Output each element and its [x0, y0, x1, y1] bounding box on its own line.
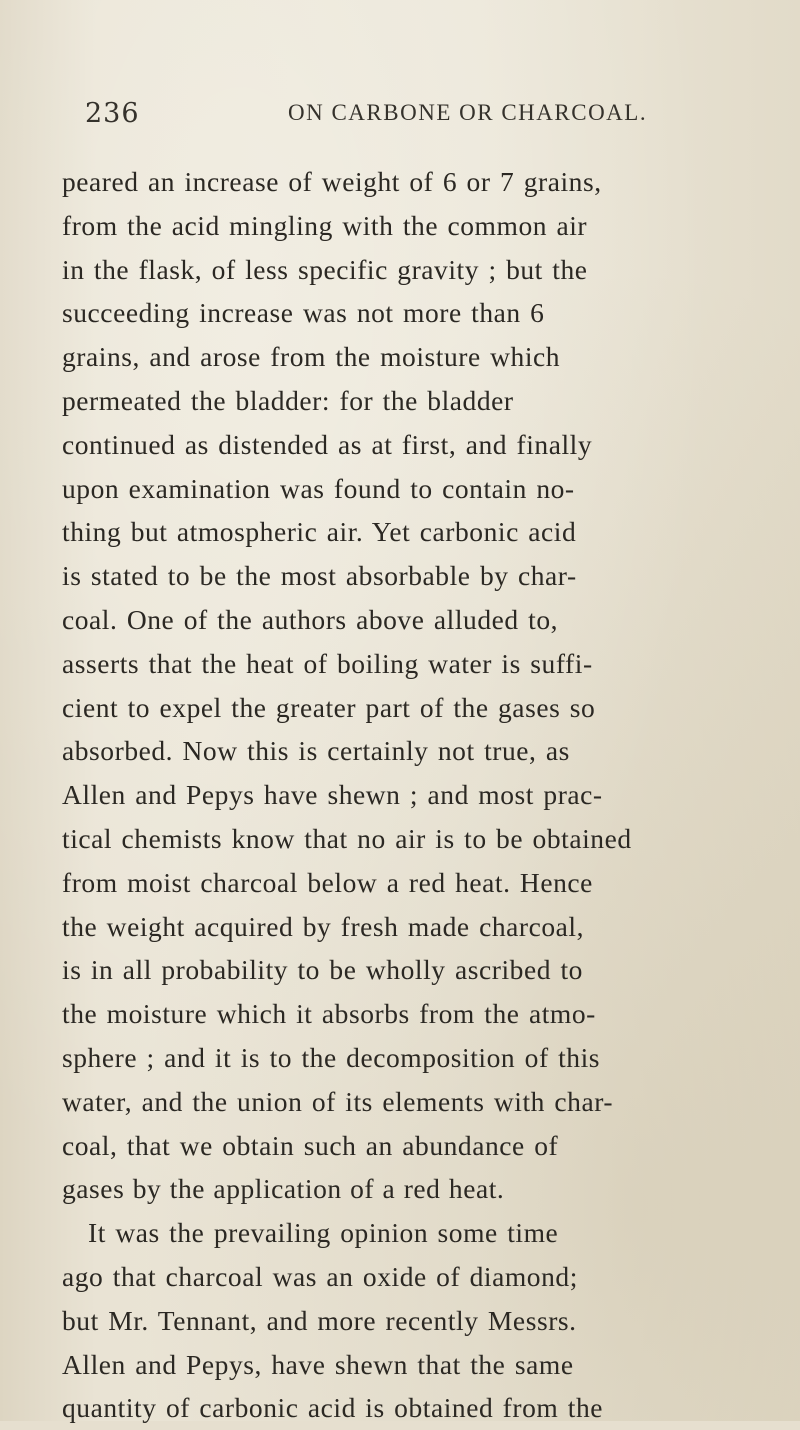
text-line: absorbed. Now this is certainly not true, as: [62, 735, 570, 767]
text-line: the weight acquired by fresh made charcoal,: [62, 910, 585, 942]
text-line: ago that charcoal was an oxide of diamond;: [62, 1260, 578, 1292]
body-text: [62, 160, 752, 1430]
page-number: 236: [85, 98, 140, 129]
text-line: cient to expel the greater part of the gases so: [62, 691, 596, 723]
text-line: quantity of carbonic acid is obtained from the: [62, 1392, 604, 1424]
text-line: in the flask, of less specific gravity ; but the: [62, 253, 588, 285]
text-line: is in all probability to be wholly ascribed to: [62, 954, 583, 986]
running-title: ON CARBONE OR CHARCOAL.: [288, 100, 648, 125]
text-line: succeeding increase was not more than 6: [62, 297, 545, 329]
text-line: sphere ; and it is to the decomposition of this: [62, 1041, 601, 1073]
text-line: tical chemists know that no air is to be obtained: [62, 822, 632, 854]
text-line: water, and the union of its elements with char-: [62, 1085, 614, 1117]
text-line: but Mr. Tennant, and more recently Messrs.: [62, 1304, 577, 1336]
text-line: grains, and arose from the moisture which: [62, 341, 561, 373]
text-line: asserts that the heat of boiling water is suffi-: [62, 647, 593, 679]
text-line: continued as distended as at first, and finally: [62, 428, 593, 460]
text-line: Allen and Pepys have shewn ; and most prac-: [62, 779, 603, 811]
text-line: It was the prevailing opinion some time: [88, 1217, 559, 1249]
text-line: coal, that we obtain such an abundance of: [62, 1129, 559, 1161]
text-line: from moist charcoal below a red heat. Hence: [62, 866, 593, 898]
text-line: thing but atmospheric air. Yet carbonic acid: [62, 516, 577, 548]
text-line: from the acid mingling with the common air: [62, 209, 588, 241]
text-line: Allen and Pepys, have shewn that the same: [62, 1348, 574, 1380]
text-line: peared an increase of weight of 6 or 7 grains,: [62, 166, 602, 197]
text-line: the moisture which it absorbs from the atmo-: [62, 998, 596, 1030]
running-head: [85, 98, 735, 138]
text-line: gases by the application of a red heat.: [62, 1173, 505, 1205]
text-line: is stated to be the most absorbable by char-: [62, 560, 577, 592]
text-line: permeated the bladder: for the bladder: [62, 384, 514, 416]
text-line: upon examination was found to contain no-: [62, 472, 575, 504]
text-line: coal. One of the authors above alluded to,: [62, 603, 559, 635]
